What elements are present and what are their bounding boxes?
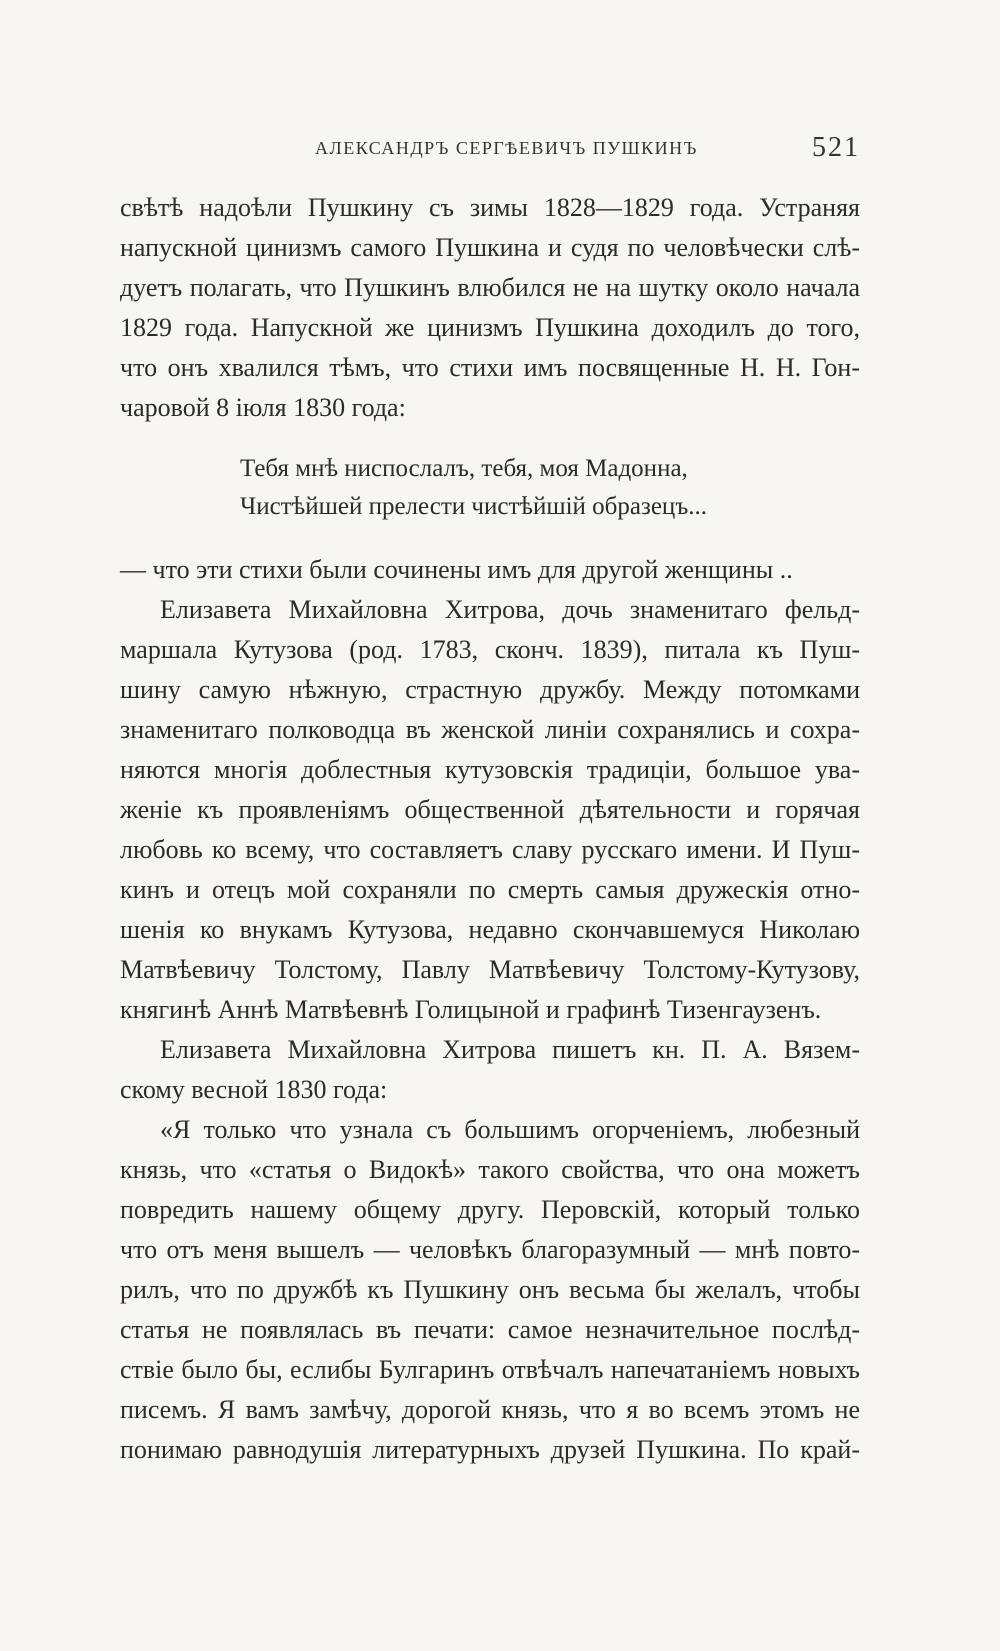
text-line: любовь ко всему, что составляетъ славу русскаго имени. И Пуш- <box>120 835 860 864</box>
verse-quote <box>120 450 860 526</box>
text-line: что отъ меня вышелъ — человѣкъ благоразумный — мнѣ повто- <box>120 1235 860 1264</box>
text-line: Елизавета Михайловна Хитрова, дочь знаменитаго фельд- <box>160 595 860 624</box>
verse-line: Чистѣйшей прелести чистѣйшій образецъ... <box>240 493 707 520</box>
text-line: кинъ и отецъ мой сохраняли по смерть самыя дружескія отно- <box>120 875 860 904</box>
text-line: няются многія доблестныя кутузовскія традиціи, большое ува- <box>120 755 860 784</box>
text-line: Матвѣевичу Толстому, Павлу Матвѣевичу Толстому-Кутузову, <box>120 955 860 984</box>
text-line: «Я только что узнала съ большимъ огорченіемъ, любезный <box>160 1115 860 1144</box>
page-number: 521 <box>812 132 860 163</box>
text-line: — что эти стихи были сочинены имъ для другой женщины .. <box>120 555 793 584</box>
text-line: что онъ хвалился тѣмъ, что стихи имъ посвященные Н. Н. Гон- <box>120 353 860 382</box>
text-line: шенія ко внукамъ Кутузова, недавно скончавшемуся Николаю <box>120 915 860 944</box>
text-line: знаменитаго полководца въ женской линіи сохранялись и сохра- <box>120 715 860 744</box>
running-title: АЛЕКСАНДРЪ СЕРГѢЕВИЧЪ ПУШКИНЪ <box>315 138 698 158</box>
text-line: понимаю равнодушія литературныхъ друзей Пушкина. По край- <box>120 1435 860 1464</box>
text-line: князь, что «статья о Видокѣ» такого свойства, что она можетъ <box>120 1155 860 1184</box>
text-line: скому весной 1830 года: <box>120 1075 388 1104</box>
verse-line: Тебя мнѣ ниспослалъ, тебя, моя Мадонна, <box>240 455 688 482</box>
running-head <box>120 132 860 172</box>
text-line: рилъ, что по дружбѣ къ Пушкину онъ весьма бы желалъ, чтобы <box>120 1275 860 1304</box>
text-line: маршала Кутузова (род. 1783, сконч. 1839), питала къ Пуш- <box>120 635 860 664</box>
text-line: писемъ. Я вамъ замѣчу, дорогой князь, что я во всемъ этомъ не <box>120 1395 860 1424</box>
text-line: свѣтѣ надоѣли Пушкину съ зимы 1828—1829 года. Устраняя <box>120 193 860 222</box>
text-line: статья не появлялась въ печати: самое незначительное послѣд- <box>120 1315 860 1344</box>
text-line: княгинѣ Аннѣ Матвѣевнѣ Голицыной и графинѣ Тизенгаузенъ. <box>120 995 822 1024</box>
text-line: повредить нашему общему другу. Перовскій, который только <box>120 1195 860 1224</box>
text-line: чаровой 8 іюля 1830 года: <box>120 393 406 422</box>
text-line: напускной цинизмъ самого Пушкина и судя по человѣчески слѣ- <box>120 233 860 262</box>
text-line: Елизавета Михайловна Хитрова пишетъ кн. П. А. Вязем- <box>160 1035 860 1064</box>
text-line: 1829 года. Напускной же цинизмъ Пушкина доходилъ до того, <box>120 313 860 342</box>
body-text <box>120 188 860 1470</box>
text-line: шину самую нѣжную, страстную дружбу. Между потомками <box>120 675 860 704</box>
text-line: ствіе было бы, еслибы Булгаринъ отвѣчалъ напечатаніемъ новыхъ <box>120 1355 860 1384</box>
text-line: женіе къ проявленіямъ общественной дѣятельности и горячая <box>120 795 860 824</box>
text-line: дуетъ полагать, что Пушкинъ влюбился не на шутку около начала <box>120 273 860 302</box>
